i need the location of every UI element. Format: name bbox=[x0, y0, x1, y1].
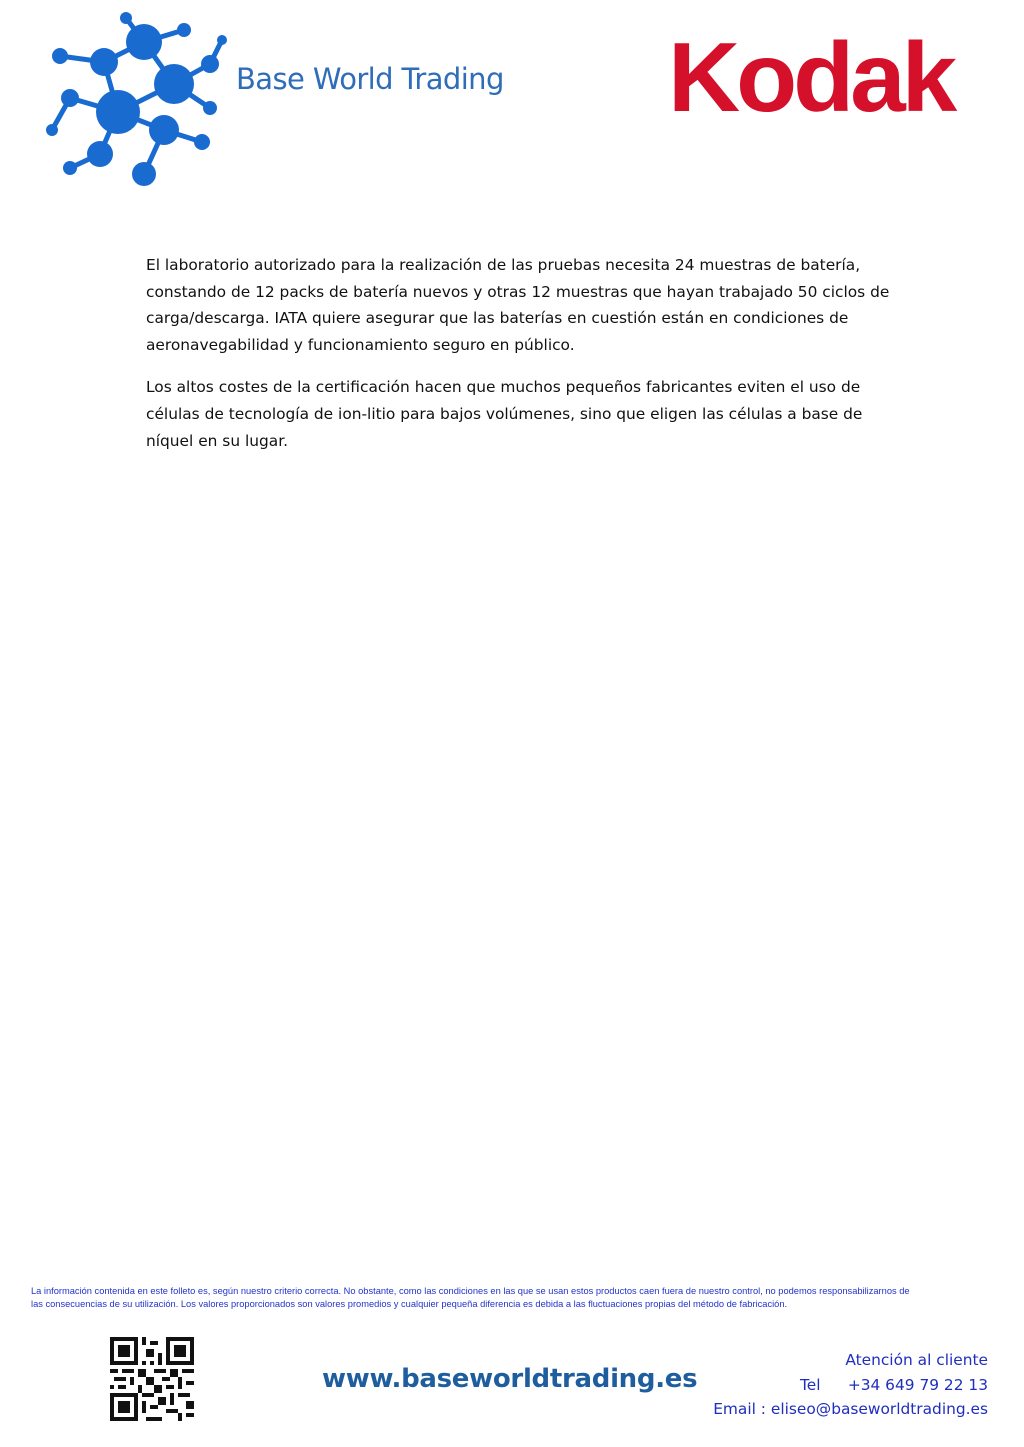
disclaimer-line: las consecuencias de su utilización. Los valores proporcionados son valores promedios y cualquier pequeña diferencia es debida a las fluctuaciones propias del método de fabricación. bbox=[31, 1299, 788, 1309]
tel-label: Tel bbox=[800, 1376, 821, 1394]
document-body bbox=[146, 252, 896, 470]
kodak-logo: Kodak bbox=[668, 22, 954, 132]
contact-title: Atención al cliente bbox=[845, 1351, 988, 1369]
website-link[interactable]: www.baseworldtrading.es bbox=[322, 1364, 698, 1394]
brand-name: Base World Trading bbox=[236, 62, 504, 96]
email-address[interactable]: Email : eliseo@baseworldtrading.es bbox=[713, 1400, 988, 1418]
paragraph: Los altos costes de la certificación hacen que muchos pequeños fabricantes eviten el uso de células de tecnología de ion-litio para bajos volúmenes, sino que eligen las células a base de níquel en su lugar. bbox=[146, 378, 863, 450]
disclaimer bbox=[31, 1285, 1011, 1311]
paragraph: El laboratorio autorizado para la realización de las pruebas necesita 24 muestras de batería, constando de 12 packs de batería nuevos y otras 12 muestras que hayan trabajado 50 ciclos de carga/descarga. IATA quiere asegurar que las baterías en cuestión están en condiciones de aeronavegabilidad y funcionamiento seguro en público. bbox=[146, 256, 890, 354]
tel-value: +34 649 79 22 13 bbox=[847, 1376, 988, 1394]
qr-code-icon bbox=[110, 1337, 194, 1421]
molecule-network-icon bbox=[34, 12, 230, 188]
disclaimer-line: La información contenida en este folleto es, según nuestro criterio correcta. No obstante, como las condiciones en las que se usan estos productos caen fuera de nuestro control, no podemos responsabilizarnos de bbox=[31, 1286, 910, 1296]
